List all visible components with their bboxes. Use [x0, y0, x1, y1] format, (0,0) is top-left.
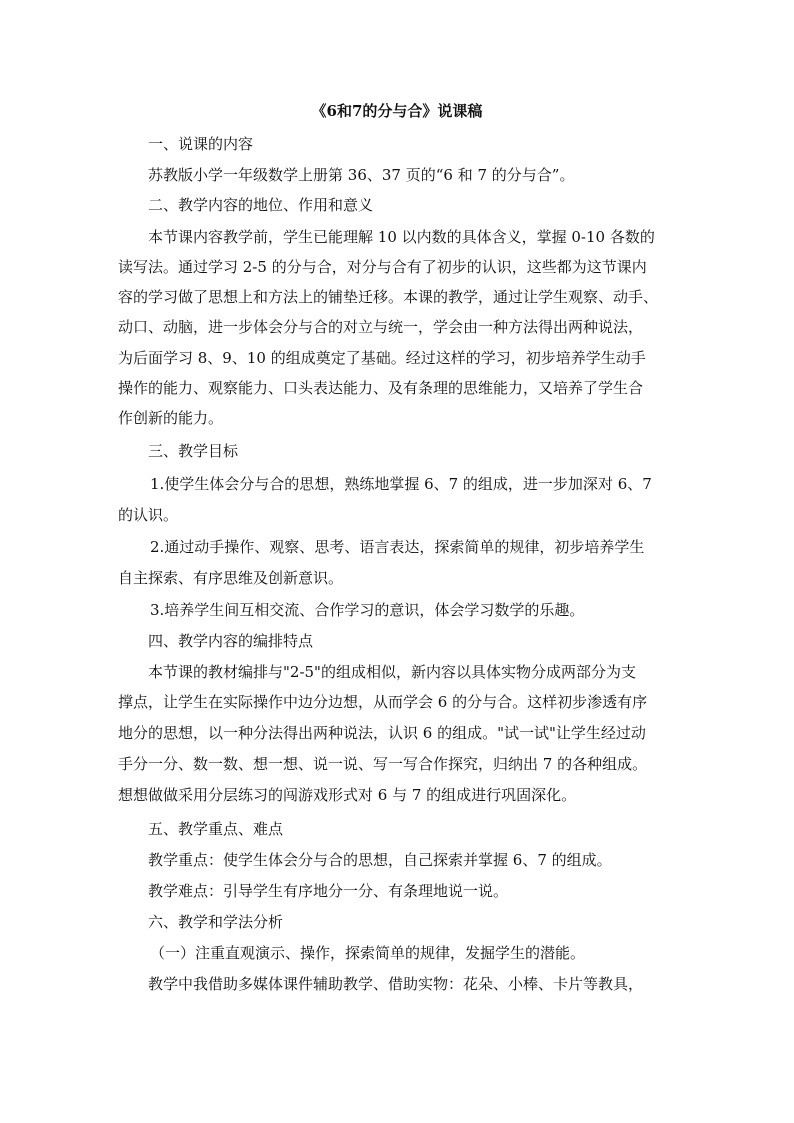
- objective-item: 1.使学生体会分与合的思想，熟练地掌握 6、7 的组成，进一步加深对 6、7: [150, 475, 652, 493]
- paragraph-line: 教学难点：引导学生有序地分一分、有条理地说一说。: [148, 882, 509, 900]
- paragraph-line: 的认识。: [118, 506, 179, 524]
- paragraph-line: 本节课内容教学前，学生已能理解 10 以内数的具体含义，掌握 0-10 各数的: [148, 228, 655, 246]
- section-heading-content: 一、说课的内容: [148, 135, 254, 153]
- paragraph-line: 自主探索、有序思维及创新意识。: [118, 569, 344, 587]
- paragraph-line: 教学重点：使学生体会分与合的思想，自己探索并掌握 6、7 的组成。: [148, 851, 612, 869]
- paragraph-line: 撑点，让学生在实际操作中边分边想，从而学会 6 的分与合。这样初步渗透有序: [118, 693, 648, 711]
- paragraph-line: 容的学习做了思想上和方法上的铺垫迁移。本课的教学，通过让学生观察、动手、: [118, 288, 659, 306]
- paragraph-line: 作创新的能力。: [118, 409, 224, 427]
- section-heading-significance: 二、教学内容的地位、作用和意义: [148, 196, 374, 214]
- section-heading-objectives: 三、教学目标: [148, 442, 239, 460]
- paragraph-line: 手分一分、数一数、想一想、说一说、写一写合作探究，归纳出 7 的各种组成。: [118, 755, 648, 773]
- objective-item: 2.通过动手操作、观察、思考、语言表达，探索简单的规律，初步培养学生: [150, 538, 645, 556]
- paragraph-line: 读写法。通过学习 2-5 的分与合，对分与合有了初步的认识，这些都为这节课内: [118, 258, 647, 276]
- paragraph-line: 苏教版小学一年级数学上册第 36、37 页的“6 和 7 的分与合”。: [148, 166, 575, 184]
- paragraph-line: 操作的能力、观察能力、口头表达能力、及有条理的思维能力，又培养了学生合: [118, 379, 644, 397]
- section-heading-arrangement: 四、教学内容的编排特点: [148, 632, 314, 650]
- subsection-heading: （一）注重直观演示、操作，探索简单的规律，发掘学生的潜能。: [150, 944, 586, 962]
- paragraph-line: 动口、动脑，进一步体会分与合的对立与统一，学会由一种方法得出两种说法，: [118, 318, 644, 336]
- paragraph-line: 地分的思想，以一种分法得出两种说法，认识 6 的组成。"试一试"让学生经过动: [118, 724, 646, 742]
- paragraph-line: 教学中我借助多媒体课件辅助教学、借助实物：花朵、小棒、卡片等教具，: [148, 975, 644, 993]
- paragraph-line: 为后面学习 8、9、10 的组成奠定了基础。经过这样的学习，初步培养学生动手: [118, 349, 646, 367]
- document-title: 《6和7的分与合》说课稿: [311, 102, 483, 120]
- paragraph-line: 想想做做采用分层练习的闯游戏形式对 6 与 7 的组成进行巩固深化。: [118, 786, 577, 804]
- section-heading-methods: 六、教学和学法分析: [148, 913, 284, 931]
- objective-item: 3.培养学生间互相交流、合作学习的意识，体会学习数学的乐趣。: [150, 601, 585, 619]
- paragraph-line: 本节课的教材编排与"2-5"的组成相似，新内容以具体实物分成两部分为支: [148, 663, 636, 681]
- section-heading-key-points: 五、教学重点、难点: [148, 820, 284, 838]
